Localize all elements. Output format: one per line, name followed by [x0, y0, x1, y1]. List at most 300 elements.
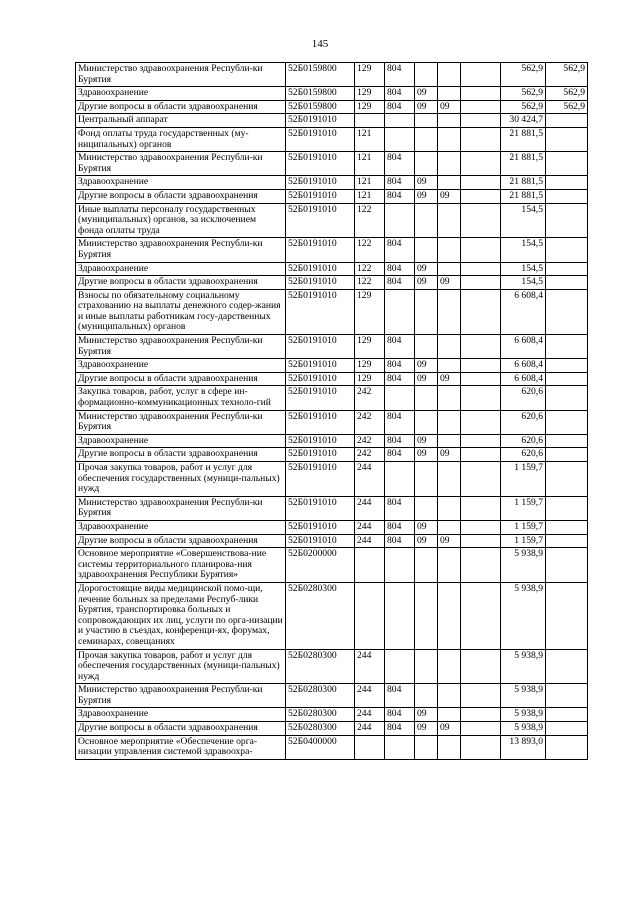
- row-extra-cell: [461, 100, 501, 114]
- row-amount-2-cell: [546, 289, 588, 334]
- row-extra-cell: [461, 520, 501, 534]
- row-target-code-cell: 52Б0280300: [286, 649, 355, 684]
- table-row: [76, 434, 588, 448]
- row-amount-2-cell: [546, 735, 588, 759]
- row-name-cell: Министерство здравоохранения Республи-ки Бурятия: [76, 496, 286, 520]
- row-amount-cell: 30 424,7: [501, 114, 546, 128]
- table-row: [76, 335, 588, 359]
- row-name-cell: Другие вопросы в области здравоохранения: [76, 722, 286, 736]
- row-section-cell: 09: [415, 372, 438, 386]
- row-section-cell: [415, 496, 438, 520]
- table-row: [76, 262, 588, 276]
- table-row: [76, 238, 588, 262]
- row-target-code-cell: 52Б0191010: [286, 176, 355, 190]
- row-amount-2-cell: [546, 548, 588, 583]
- row-section-cell: 09: [415, 359, 438, 373]
- row-expense-type-cell: 244: [355, 684, 385, 708]
- row-subsection-cell: [438, 238, 461, 262]
- row-expense-type-cell: 244: [355, 534, 385, 548]
- table-row: [76, 496, 588, 520]
- row-amount-cell: 21 881,5: [501, 176, 546, 190]
- row-ministry-code-cell: 804: [385, 87, 415, 101]
- row-target-code-cell: 52Б0191010: [286, 434, 355, 448]
- row-section-cell: [415, 548, 438, 583]
- row-ministry-code-cell: 804: [385, 359, 415, 373]
- row-extra-cell: [461, 410, 501, 434]
- row-extra-cell: [461, 386, 501, 410]
- row-expense-type-cell: 242: [355, 434, 385, 448]
- row-amount-cell: 5 938,9: [501, 684, 546, 708]
- row-ministry-code-cell: 804: [385, 520, 415, 534]
- row-target-code-cell: 52Б0191010: [286, 189, 355, 203]
- row-expense-type-cell: 242: [355, 410, 385, 434]
- row-name-cell: Здравоохранение: [76, 520, 286, 534]
- row-amount-cell: 6 608,4: [501, 372, 546, 386]
- row-section-cell: 09: [415, 87, 438, 101]
- row-ministry-code-cell: 804: [385, 238, 415, 262]
- row-ministry-code-cell: 804: [385, 189, 415, 203]
- row-ministry-code-cell: 804: [385, 152, 415, 176]
- row-subsection-cell: [438, 462, 461, 497]
- row-extra-cell: [461, 434, 501, 448]
- row-name-cell: Другие вопросы в области здравоохранения: [76, 100, 286, 114]
- row-ministry-code-cell: 804: [385, 534, 415, 548]
- table-row: [76, 114, 588, 128]
- row-amount-cell: 6 608,4: [501, 335, 546, 359]
- row-expense-type-cell: 244: [355, 520, 385, 534]
- row-amount-2-cell: [546, 189, 588, 203]
- row-ministry-code-cell: [385, 203, 415, 238]
- row-expense-type-cell: 129: [355, 335, 385, 359]
- row-section-cell: 09: [415, 100, 438, 114]
- row-ministry-code-cell: [385, 386, 415, 410]
- table-row: [76, 708, 588, 722]
- row-target-code-cell: 52Б0191010: [286, 152, 355, 176]
- row-section-cell: [415, 114, 438, 128]
- row-expense-type-cell: 244: [355, 649, 385, 684]
- row-amount-cell: 620,6: [501, 410, 546, 434]
- row-extra-cell: [461, 735, 501, 759]
- row-ministry-code-cell: 804: [385, 100, 415, 114]
- row-amount-2-cell: [546, 152, 588, 176]
- table-row: [76, 448, 588, 462]
- row-subsection-cell: [438, 262, 461, 276]
- row-target-code-cell: 52Б0191010: [286, 127, 355, 151]
- row-subsection-cell: [438, 434, 461, 448]
- row-extra-cell: [461, 63, 501, 87]
- row-section-cell: [415, 152, 438, 176]
- row-target-code-cell: 52Б0191010: [286, 276, 355, 290]
- row-subsection-cell: 09: [438, 534, 461, 548]
- row-section-cell: [415, 289, 438, 334]
- row-amount-cell: 5 938,9: [501, 722, 546, 736]
- row-amount-cell: 562,9: [501, 63, 546, 87]
- row-extra-cell: [461, 684, 501, 708]
- row-extra-cell: [461, 238, 501, 262]
- table-row: [76, 152, 588, 176]
- row-subsection-cell: 09: [438, 189, 461, 203]
- row-name-cell: Другие вопросы в области здравоохранения: [76, 189, 286, 203]
- row-subsection-cell: [438, 87, 461, 101]
- row-ministry-code-cell: 804: [385, 372, 415, 386]
- row-amount-2-cell: [546, 276, 588, 290]
- row-section-cell: [415, 386, 438, 410]
- row-ministry-code-cell: [385, 582, 415, 649]
- row-section-cell: [415, 735, 438, 759]
- row-extra-cell: [461, 152, 501, 176]
- row-expense-type-cell: 129: [355, 359, 385, 373]
- row-target-code-cell: 52Б0159800: [286, 87, 355, 101]
- table-row: [76, 127, 588, 151]
- row-amount-cell: 5 938,9: [501, 708, 546, 722]
- row-amount-cell: 620,6: [501, 448, 546, 462]
- row-target-code-cell: 52Б0159800: [286, 100, 355, 114]
- row-name-cell: Прочая закупка товаров, работ и услуг для обеспечения государственных (муници-пальных) нужд: [76, 649, 286, 684]
- row-subsection-cell: [438, 708, 461, 722]
- table-row: [76, 386, 588, 410]
- row-target-code-cell: 52Б0191010: [286, 462, 355, 497]
- row-name-cell: Другие вопросы в области здравоохранения: [76, 372, 286, 386]
- row-ministry-code-cell: 804: [385, 276, 415, 290]
- row-extra-cell: [461, 534, 501, 548]
- row-expense-type-cell: 129: [355, 63, 385, 87]
- row-section-cell: [415, 203, 438, 238]
- row-expense-type-cell: 122: [355, 203, 385, 238]
- row-ministry-code-cell: [385, 735, 415, 759]
- table-row: [76, 410, 588, 434]
- row-name-cell: Здравоохранение: [76, 359, 286, 373]
- row-amount-cell: 5 938,9: [501, 548, 546, 583]
- table-row: [76, 289, 588, 334]
- row-subsection-cell: [438, 684, 461, 708]
- row-amount-cell: 1 159,7: [501, 534, 546, 548]
- row-amount-2-cell: [546, 203, 588, 238]
- table-row: [76, 735, 588, 759]
- row-target-code-cell: 52Б0280300: [286, 582, 355, 649]
- row-extra-cell: [461, 708, 501, 722]
- row-extra-cell: [461, 462, 501, 497]
- row-extra-cell: [461, 372, 501, 386]
- row-ministry-code-cell: [385, 114, 415, 128]
- row-section-cell: 09: [415, 434, 438, 448]
- row-name-cell: Прочая закупка товаров, работ и услуг для обеспечения государственных (муници-пальных) нужд: [76, 462, 286, 497]
- row-amount-cell: 1 159,7: [501, 520, 546, 534]
- row-amount-cell: 6 608,4: [501, 289, 546, 334]
- budget-table-body: [76, 63, 588, 760]
- row-extra-cell: [461, 189, 501, 203]
- row-amount-2-cell: [546, 386, 588, 410]
- row-target-code-cell: 52Б0400000: [286, 735, 355, 759]
- row-target-code-cell: 52Б0200000: [286, 548, 355, 583]
- row-expense-type-cell: 122: [355, 262, 385, 276]
- row-expense-type-cell: 121: [355, 152, 385, 176]
- row-ministry-code-cell: 804: [385, 262, 415, 276]
- row-amount-cell: 620,6: [501, 434, 546, 448]
- row-expense-type-cell: 244: [355, 722, 385, 736]
- row-name-cell: Другие вопросы в области здравоохранения: [76, 534, 286, 548]
- row-amount-2-cell: [546, 684, 588, 708]
- table-row: [76, 462, 588, 497]
- row-amount-cell: 154,5: [501, 276, 546, 290]
- row-expense-type-cell: 244: [355, 496, 385, 520]
- row-amount-2-cell: [546, 176, 588, 190]
- row-name-cell: Министерство здравоохранения Республи-ки Бурятия: [76, 238, 286, 262]
- row-subsection-cell: 09: [438, 722, 461, 736]
- row-target-code-cell: 52Б0191010: [286, 262, 355, 276]
- row-amount-2-cell: [546, 434, 588, 448]
- row-name-cell: Министерство здравоохранения Республи-ки Бурятия: [76, 152, 286, 176]
- row-amount-2-cell: [546, 238, 588, 262]
- row-expense-type-cell: [355, 735, 385, 759]
- row-section-cell: 09: [415, 448, 438, 462]
- row-ministry-code-cell: 804: [385, 176, 415, 190]
- row-amount-2-cell: [546, 534, 588, 548]
- row-name-cell: Министерство здравоохранения Республи-ки Бурятия: [76, 410, 286, 434]
- row-amount-2-cell: [546, 722, 588, 736]
- row-amount-cell: 154,5: [501, 262, 546, 276]
- row-extra-cell: [461, 448, 501, 462]
- row-subsection-cell: [438, 649, 461, 684]
- row-amount-2-cell: [546, 410, 588, 434]
- row-extra-cell: [461, 335, 501, 359]
- row-amount-2-cell: [546, 520, 588, 534]
- row-section-cell: [415, 462, 438, 497]
- row-section-cell: 09: [415, 176, 438, 190]
- row-amount-2-cell: [546, 335, 588, 359]
- row-name-cell: Другие вопросы в области здравоохранения: [76, 448, 286, 462]
- row-ministry-code-cell: 804: [385, 448, 415, 462]
- row-section-cell: 09: [415, 276, 438, 290]
- row-target-code-cell: 52Б0280300: [286, 722, 355, 736]
- row-section-cell: 09: [415, 262, 438, 276]
- row-target-code-cell: 52Б0191010: [286, 386, 355, 410]
- row-name-cell: Министерство здравоохранения Республи-ки Бурятия: [76, 63, 286, 87]
- row-amount-2-cell: [546, 496, 588, 520]
- row-amount-cell: 6 608,4: [501, 359, 546, 373]
- row-expense-type-cell: 129: [355, 87, 385, 101]
- row-extra-cell: [461, 176, 501, 190]
- row-section-cell: 09: [415, 189, 438, 203]
- row-subsection-cell: [438, 114, 461, 128]
- row-section-cell: [415, 649, 438, 684]
- row-ministry-code-cell: 804: [385, 684, 415, 708]
- row-expense-type-cell: [355, 114, 385, 128]
- row-name-cell: Основное мероприятие «Обеспечение орга-низации управления системой здравоохра-: [76, 735, 286, 759]
- table-row: [76, 372, 588, 386]
- row-amount-cell: 5 938,9: [501, 649, 546, 684]
- row-subsection-cell: [438, 359, 461, 373]
- row-amount-2-cell: [546, 708, 588, 722]
- row-ministry-code-cell: [385, 462, 415, 497]
- row-amount-2-cell: [546, 127, 588, 151]
- row-subsection-cell: [438, 203, 461, 238]
- table-row: [76, 722, 588, 736]
- row-name-cell: Иные выплаты персоналу государственных (муниципальных) органов, за исключением фонда оплаты труда: [76, 203, 286, 238]
- row-section-cell: [415, 238, 438, 262]
- row-target-code-cell: 52Б0191010: [286, 359, 355, 373]
- row-expense-type-cell: 121: [355, 176, 385, 190]
- table-row: [76, 582, 588, 649]
- row-amount-cell: 21 881,5: [501, 152, 546, 176]
- row-section-cell: [415, 684, 438, 708]
- row-subsection-cell: [438, 176, 461, 190]
- row-expense-type-cell: 122: [355, 238, 385, 262]
- row-expense-type-cell: 242: [355, 386, 385, 410]
- row-target-code-cell: 52Б0191010: [286, 238, 355, 262]
- row-extra-cell: [461, 127, 501, 151]
- row-subsection-cell: [438, 496, 461, 520]
- row-ministry-code-cell: [385, 548, 415, 583]
- row-extra-cell: [461, 203, 501, 238]
- row-subsection-cell: [438, 386, 461, 410]
- row-target-code-cell: 52Б0191010: [286, 448, 355, 462]
- row-expense-type-cell: 129: [355, 289, 385, 334]
- row-name-cell: Закупка товаров, работ, услуг в сфере ин-формационно-коммуникационных техноло-гий: [76, 386, 286, 410]
- row-ministry-code-cell: 804: [385, 63, 415, 87]
- row-amount-2-cell: 562,9: [546, 63, 588, 87]
- row-target-code-cell: 52Б0191010: [286, 203, 355, 238]
- row-target-code-cell: 52Б0191010: [286, 289, 355, 334]
- row-amount-cell: 562,9: [501, 100, 546, 114]
- row-ministry-code-cell: 804: [385, 410, 415, 434]
- row-target-code-cell: 52Б0191010: [286, 534, 355, 548]
- row-name-cell: Центральный аппарат: [76, 114, 286, 128]
- row-amount-cell: 620,6: [501, 386, 546, 410]
- row-subsection-cell: 09: [438, 372, 461, 386]
- row-extra-cell: [461, 582, 501, 649]
- table-row: [76, 276, 588, 290]
- row-subsection-cell: [438, 127, 461, 151]
- row-name-cell: Фонд оплаты труда государственных (му-ниципальных) органов: [76, 127, 286, 151]
- row-name-cell: Министерство здравоохранения Республи-ки Бурятия: [76, 335, 286, 359]
- row-name-cell: Здравоохранение: [76, 434, 286, 448]
- row-amount-2-cell: 562,9: [546, 100, 588, 114]
- row-name-cell: Здравоохранение: [76, 176, 286, 190]
- row-subsection-cell: [438, 289, 461, 334]
- row-target-code-cell: 52Б0280300: [286, 708, 355, 722]
- row-extra-cell: [461, 87, 501, 101]
- row-section-cell: 09: [415, 708, 438, 722]
- row-extra-cell: [461, 276, 501, 290]
- row-target-code-cell: 52Б0191010: [286, 410, 355, 434]
- row-ministry-code-cell: 804: [385, 335, 415, 359]
- row-expense-type-cell: 244: [355, 708, 385, 722]
- row-expense-type-cell: [355, 548, 385, 583]
- row-extra-cell: [461, 496, 501, 520]
- table-row: [76, 100, 588, 114]
- budget-table: [75, 62, 588, 760]
- row-subsection-cell: [438, 582, 461, 649]
- row-amount-cell: 1 159,7: [501, 496, 546, 520]
- row-section-cell: [415, 410, 438, 434]
- table-row: [76, 684, 588, 708]
- row-amount-cell: 1 159,7: [501, 462, 546, 497]
- row-amount-2-cell: [546, 462, 588, 497]
- row-name-cell: Здравоохранение: [76, 708, 286, 722]
- row-amount-2-cell: [546, 372, 588, 386]
- row-expense-type-cell: [355, 582, 385, 649]
- row-extra-cell: [461, 289, 501, 334]
- table-row: [76, 520, 588, 534]
- table-row: [76, 87, 588, 101]
- row-name-cell: Здравоохранение: [76, 262, 286, 276]
- row-subsection-cell: [438, 735, 461, 759]
- row-subsection-cell: [438, 548, 461, 583]
- row-extra-cell: [461, 548, 501, 583]
- row-amount-cell: 5 938,9: [501, 582, 546, 649]
- row-subsection-cell: [438, 335, 461, 359]
- row-amount-2-cell: [546, 448, 588, 462]
- table-row: [76, 534, 588, 548]
- row-name-cell: Дорогостоящие виды медицинской помо-щи, лечение больных за пределами Респуб-лики Бурятия, транспортировка больных и сопровождающих их лиц, услуги по орга-низации и участию в съездах, конференци-ях, форумах, семинарах, совещаниях: [76, 582, 286, 649]
- row-expense-type-cell: 122: [355, 276, 385, 290]
- row-subsection-cell: 09: [438, 100, 461, 114]
- row-amount-2-cell: [546, 649, 588, 684]
- row-name-cell: Другие вопросы в области здравоохранения: [76, 276, 286, 290]
- row-target-code-cell: 52Б0191010: [286, 372, 355, 386]
- row-amount-cell: 21 881,5: [501, 189, 546, 203]
- row-amount-2-cell: 562,9: [546, 87, 588, 101]
- row-expense-type-cell: 121: [355, 189, 385, 203]
- table-row: [76, 548, 588, 583]
- row-section-cell: [415, 127, 438, 151]
- row-subsection-cell: 09: [438, 448, 461, 462]
- table-row: [76, 63, 588, 87]
- row-extra-cell: [461, 359, 501, 373]
- row-expense-type-cell: 129: [355, 100, 385, 114]
- row-amount-cell: 13 893,0: [501, 735, 546, 759]
- row-ministry-code-cell: 804: [385, 434, 415, 448]
- row-target-code-cell: 52Б0191010: [286, 496, 355, 520]
- row-target-code-cell: 52Б0191010: [286, 335, 355, 359]
- row-amount-2-cell: [546, 582, 588, 649]
- row-ministry-code-cell: [385, 289, 415, 334]
- page-number: 145: [311, 38, 329, 50]
- row-extra-cell: [461, 722, 501, 736]
- row-subsection-cell: [438, 520, 461, 534]
- row-ministry-code-cell: 804: [385, 722, 415, 736]
- row-extra-cell: [461, 114, 501, 128]
- row-target-code-cell: 52Б0191010: [286, 520, 355, 534]
- row-section-cell: 09: [415, 520, 438, 534]
- table-row: [76, 359, 588, 373]
- row-name-cell: Основное мероприятие «Совершенствова-ние системы территориального планирова-ния здравоохранения Республики Бурятия»: [76, 548, 286, 583]
- row-section-cell: [415, 335, 438, 359]
- row-name-cell: Министерство здравоохранения Республи-ки Бурятия: [76, 684, 286, 708]
- row-subsection-cell: [438, 410, 461, 434]
- row-extra-cell: [461, 649, 501, 684]
- row-amount-cell: 562,9: [501, 87, 546, 101]
- row-expense-type-cell: 129: [355, 372, 385, 386]
- row-ministry-code-cell: [385, 127, 415, 151]
- row-amount-cell: 154,5: [501, 203, 546, 238]
- row-name-cell: Здравоохранение: [76, 87, 286, 101]
- row-amount-cell: 154,5: [501, 238, 546, 262]
- row-ministry-code-cell: 804: [385, 496, 415, 520]
- row-subsection-cell: 09: [438, 276, 461, 290]
- row-expense-type-cell: 242: [355, 448, 385, 462]
- row-ministry-code-cell: [385, 649, 415, 684]
- row-target-code-cell: 52Б0159800: [286, 63, 355, 87]
- row-target-code-cell: 52Б0280300: [286, 684, 355, 708]
- row-section-cell: [415, 63, 438, 87]
- row-section-cell: 09: [415, 534, 438, 548]
- row-amount-2-cell: [546, 359, 588, 373]
- row-amount-2-cell: [546, 262, 588, 276]
- row-subsection-cell: [438, 152, 461, 176]
- row-expense-type-cell: 121: [355, 127, 385, 151]
- row-name-cell: Взносы по обязательному социальному страхованию на выплаты денежного содер-жания и иные выплаты работникам госу-дарственных (муниципальных) органов: [76, 289, 286, 334]
